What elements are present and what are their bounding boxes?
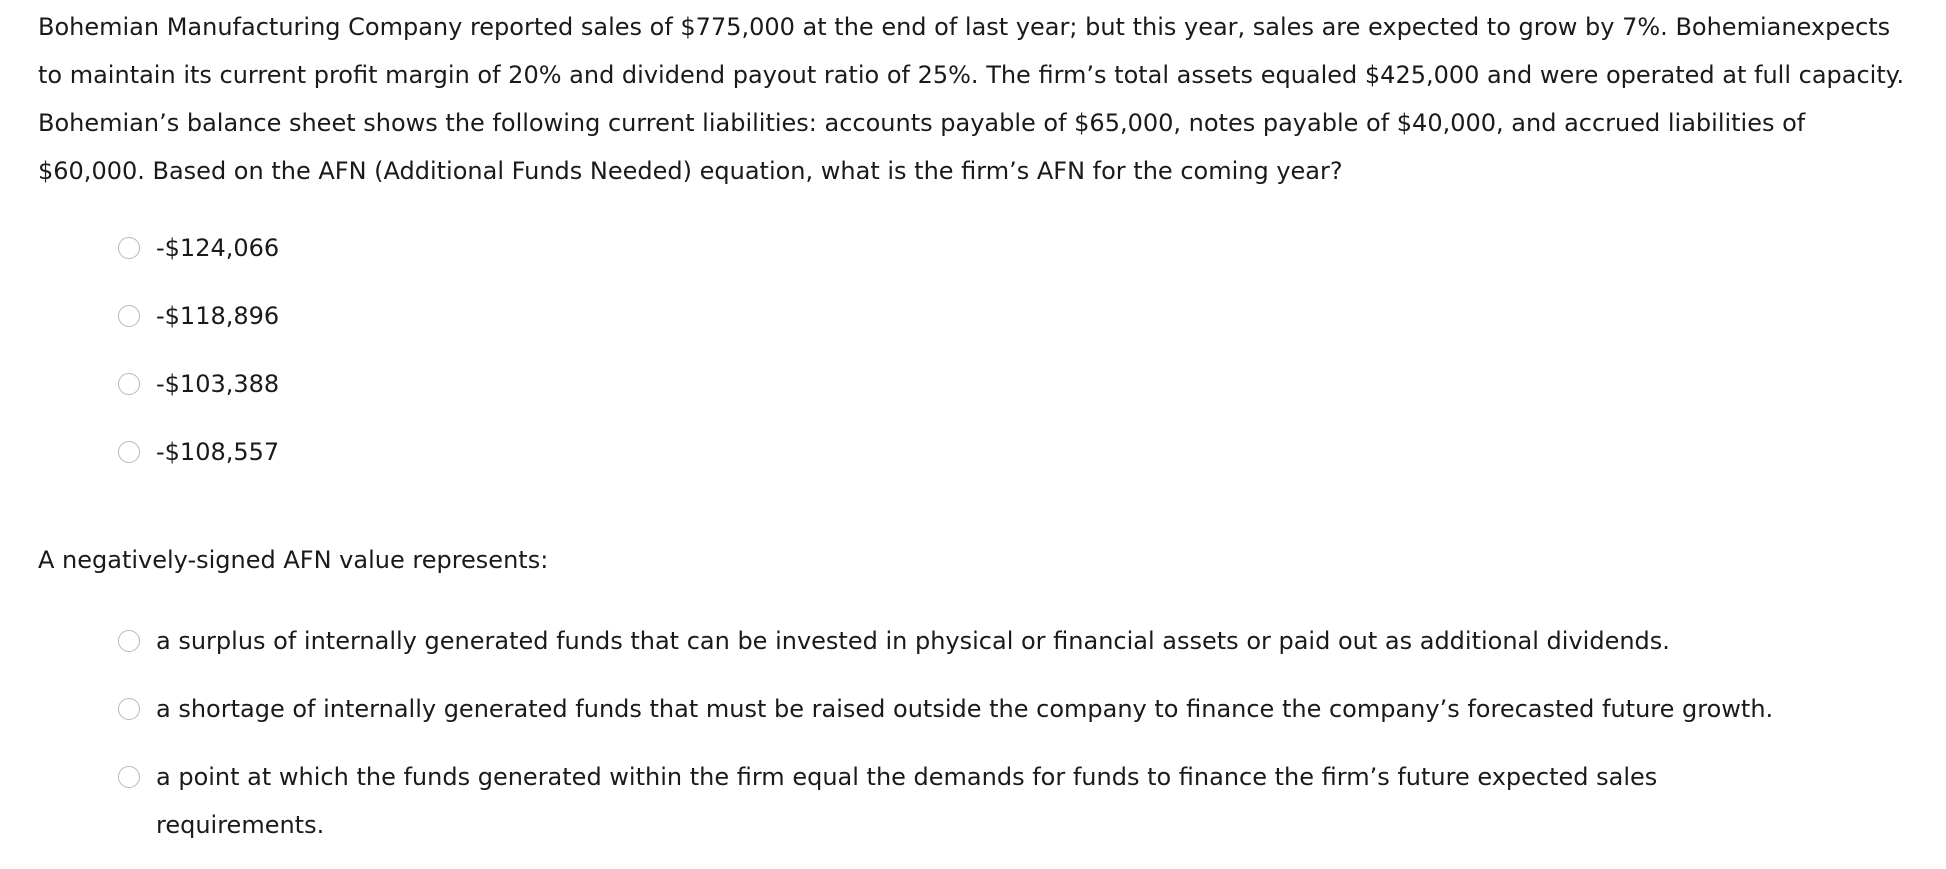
q2-option-1-label: a surplus of internally generated funds that can be invested in physical or financial assets or paid out as additional dividends.	[156, 627, 1670, 655]
q1-option-3[interactable]	[118, 360, 1796, 408]
q2-option-3[interactable]	[118, 753, 1918, 849]
radio-button[interactable]	[118, 698, 140, 720]
radio-button[interactable]	[118, 766, 140, 788]
question-2-options	[118, 617, 1918, 869]
q2-option-2[interactable]	[118, 685, 1918, 733]
q1-option-4[interactable]	[118, 428, 1796, 476]
q1-option-2[interactable]	[118, 292, 1796, 340]
radio-button[interactable]	[118, 441, 140, 463]
radio-button[interactable]	[118, 237, 140, 259]
radio-button[interactable]	[118, 373, 140, 395]
q2-option-2-label: a shortage of internally generated funds that must be raised outside the company to finance the company’s forecasted future growth.	[156, 695, 1774, 723]
question-1-options	[118, 224, 1796, 496]
q1-option-1[interactable]	[118, 224, 1796, 272]
q2-option-3-label: a point at which the funds generated within the firm equal the demands for funds to finance the firm’s future expected sales requirements.	[156, 763, 1658, 839]
radio-button[interactable]	[118, 630, 140, 652]
q1-option-3-label: -$103,388	[156, 370, 280, 398]
question-1-text: Bohemian Manufacturing Company reported sales of $775,000 at the end of last year; but this year, sales are expected to grow by 7%. Bohemianexpects to maintain its current profit margin of 20% and dividend payout ratio of 25%. The firm’s total assets equaled $425,000 and were operated at full capacity. Bohemian’s balance sheet shows the following current liabilities: accounts payable of $65,000, notes payable of $40,000, and accrued liabilities of $60,000. Based on the AFN (Additional Funds Needed) equation, what is the firm’s AFN for the coming year?	[38, 13, 1905, 185]
q2-option-1[interactable]	[118, 617, 1918, 665]
q1-option-4-label: -$108,557	[156, 438, 280, 466]
q1-option-1-label: -$124,066	[156, 234, 280, 262]
q1-option-2-label: -$118,896	[156, 302, 280, 330]
radio-button[interactable]	[118, 305, 140, 327]
question-2-text: A negatively-signed AFN value represents:	[38, 546, 549, 574]
